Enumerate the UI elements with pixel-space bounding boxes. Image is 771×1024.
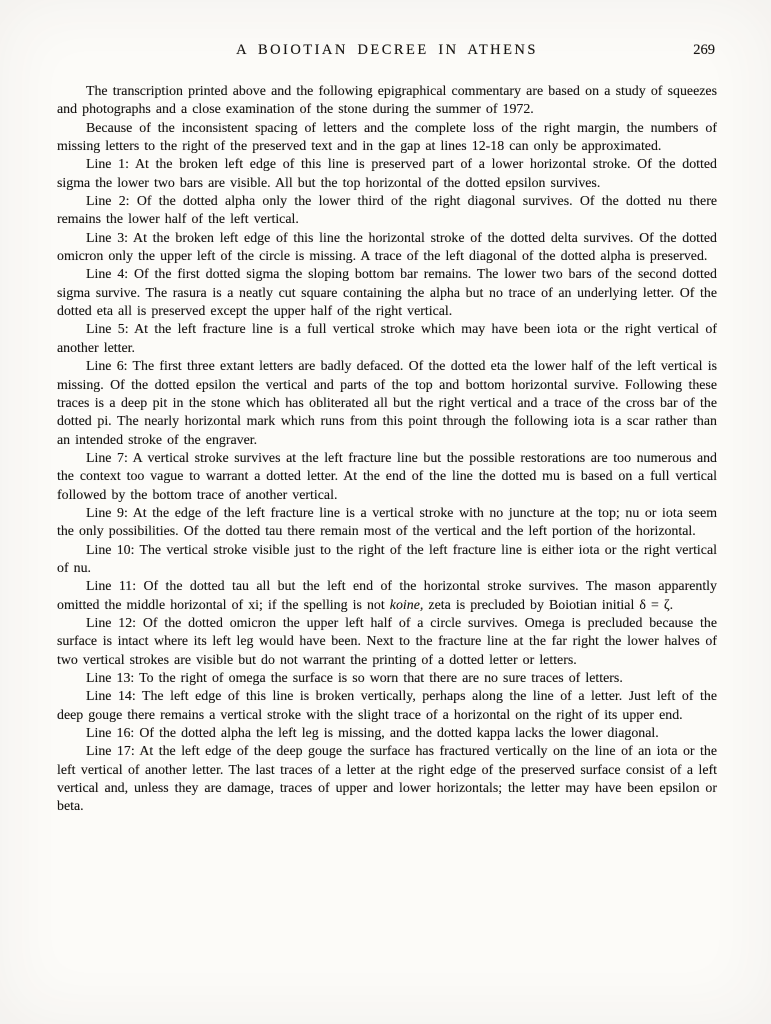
commentary-paragraph-line-2 (57, 193, 717, 230)
line-note-label: Line 13: (86, 671, 140, 686)
commentary-paragraph-line-5 (57, 321, 717, 358)
paragraph-text: The transcription printed above and the following epigraphical commentary are based on a study of squeezes and photographs and a close examination of the stone during the summer of 1972. (57, 84, 717, 118)
commentary-body (57, 83, 717, 817)
paragraph-text: At the edge of the left fracture line is a vertical stroke with no juncture at the top; nu or iota seem the only possibilities. Of the dotted tau there remain most of the vertical and the left portion of the horizontal. (57, 505, 718, 540)
commentary-paragraph-line-6 (57, 358, 717, 450)
commentary-paragraph-line-11 (57, 578, 717, 615)
commentary-paragraph-line-14 (57, 688, 717, 725)
paragraph-text: zeta is precluded by Boiotian initial δ = ζ. (423, 597, 674, 613)
paragraph-text: At the left edge of the deep gouge the surface has fractured vertically on the line of an iota or the left vertical of another letter. The last traces of a letter at the right edge of the preserved surface consist of a left vertical and, unless they are damage, traces of upper and lower horizontals; the letter may have been epsilon or beta. (57, 744, 717, 815)
page-number: 269 (693, 42, 715, 58)
paragraph-text: At the broken left edge of this line the horizontal stroke of the dotted delta survives. Of the dotted omicron only the upper left of the circle is missing. A trace of the left diagonal of the dotted alpha is preserved. (57, 230, 718, 265)
commentary-paragraph-line-3 (57, 230, 717, 267)
commentary-paragraph-line-16 (57, 725, 717, 743)
line-note-label: Line 4: (86, 267, 135, 283)
paragraph-text: At the broken left edge of this line is preserved part of a lower horizontal stroke. Of the dotted sigma the lower two bars are visible. All but the top horizontal of the dotted epsilon survives. (57, 157, 717, 191)
paragraph-text: To the right of omega the surface is so worn that there are no sure traces of letters. (139, 671, 623, 686)
line-note-label: Line 1: (86, 157, 135, 173)
paragraph-text: At the left fracture line is a full vertical stroke which may have been iota or the right vertical of another letter. (57, 322, 717, 356)
line-note-label: Line 14: (86, 689, 142, 705)
paragraph-text: Of the first dotted sigma the sloping bottom bar remains. The lower two bars of the second dotted sigma survive. The rasura is a neatly cut square containing the alpha but no trace of an underlying letter. Of the dotted eta all is preserved except the upper half of the right vertical. (57, 267, 717, 320)
line-note-label: Line 6: (86, 359, 133, 375)
commentary-paragraph-line-4 (57, 266, 717, 321)
line-note-label: Line 11: (86, 579, 144, 595)
intro-paragraph-2 (57, 120, 717, 157)
line-note-label: Line 5: (86, 322, 135, 338)
paragraph-text: Because of the inconsistent spacing of letters and the complete loss of the right margin, the numbers of missing letters to the right of the preserved text and in the gap at lines 12-18 can only be approximated. (57, 120, 717, 155)
paragraph-text: Of the dotted omicron the upper left half of a circle survives. Omega is precluded because the surface is intact where its left leg would have been. Next to the fracture line at the far right the lower halves of two vertical strokes are visible but do not warrant the printing of a dotted letter or letters. (57, 615, 717, 668)
commentary-paragraph-line-12 (57, 615, 717, 670)
paragraph-text: Of the dotted alpha the left leg is missing, and the dotted kappa lacks the lower diagonal. (139, 726, 659, 742)
line-note-label: Line 3: (86, 230, 134, 246)
paragraph-text: Of the dotted alpha only the lower third of the right diagonal survives. Of the dotted nu there remains the lower half of the left vertical. (57, 194, 717, 228)
line-note-label: Line 12: (86, 615, 143, 631)
commentary-paragraph-line-17 (57, 743, 717, 816)
paragraph-text: The first three extant letters are badly defaced. Of the dotted eta the lower half of the left vertical is missing. Of the dotted epsilon the vertical and parts of the top and bottom horizontal survive. Following these traces is a deep pit in the stone which has obliterated all but the right vertical and a trace of the cross bar of the dotted pi. The nearly horizontal mark which runs from this point through the following iota is a scar rather than an intended stroke of the engraver. (57, 359, 718, 448)
commentary-paragraph-line-7 (57, 450, 717, 505)
commentary-paragraph-line-1 (57, 156, 717, 193)
line-note-label: Line 9: (86, 505, 133, 521)
commentary-paragraph-line-13 (57, 670, 717, 688)
paragraph-text: The left edge of this line is broken vertically, perhaps along the line of a letter. Just left of the deep gouge there remains a vertical stroke with the slight trace of a horizontal on the right of its upper end. (57, 689, 717, 723)
paragraph-text: Of the dotted tau all but the left end of the horizontal stroke survives. The mason apparently omitted the middle horizontal of xi; if the spelling is not (57, 579, 717, 613)
line-note-label: Line 17: (86, 744, 140, 760)
page-content (57, 42, 717, 817)
line-note-label: Line 2: (86, 194, 137, 210)
article-title: A BOIOTIAN DECREE IN ATHENS (236, 42, 538, 58)
line-note-label: Line 16: (86, 726, 140, 742)
italic-term: koine, (389, 597, 424, 613)
paragraph-text: A vertical stroke survives at the left fracture line but the possible restorations are too numerous and the context too vague to warrant a dotted letter. At the end of the line the dotted mu is based on a full vertical followed by the bottom trace of another vertical. (57, 450, 718, 503)
line-note-label: Line 7: (86, 450, 133, 466)
commentary-paragraph-line-9 (57, 505, 717, 542)
intro-paragraph-1 (57, 83, 717, 120)
commentary-paragraph-line-10 (57, 542, 717, 579)
line-note-label: Line 10: (86, 542, 140, 558)
running-head (57, 42, 717, 62)
paragraph-text: The vertical stroke visible just to the right of the left fracture line is either iota or the right vertical of nu. (57, 542, 717, 576)
